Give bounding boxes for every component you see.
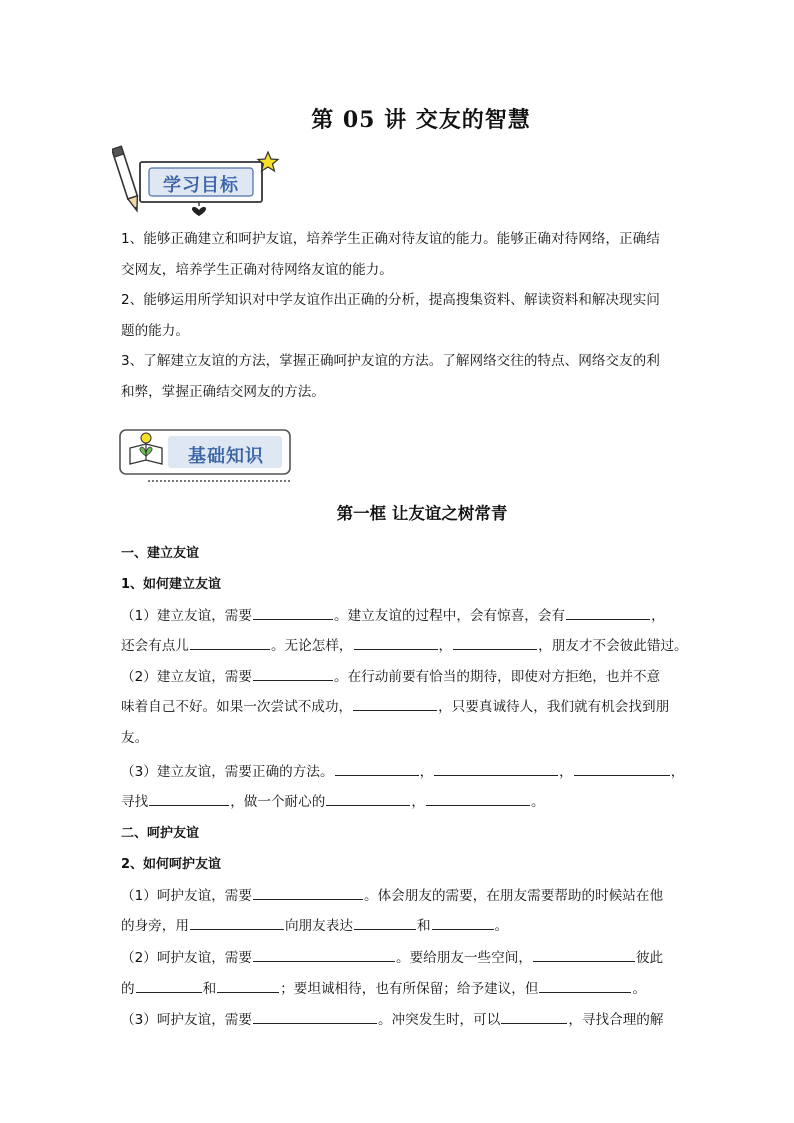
page-title: 第 05 讲 交友的智慧 — [311, 107, 531, 133]
objective-line: 题的能力。 — [121, 322, 189, 339]
objective-line: 3、了解建立友谊的方法，掌握正确呵护友谊的方法。了解网络交往的特点、网络交友的利 — [121, 353, 660, 369]
blank-field[interactable] — [217, 978, 279, 993]
blank-field[interactable] — [354, 915, 416, 930]
blank-field[interactable] — [253, 885, 363, 900]
part1-subheading: 1、如何建立友谊 — [121, 577, 222, 592]
blank-field[interactable] — [453, 635, 537, 650]
objectives-badge — [112, 140, 282, 218]
fill-line: 友。 — [121, 730, 149, 746]
fill-line: 还会有点儿 。无论怎样， ， ，朋友才不会彼此错过。 — [121, 634, 688, 654]
blank-field[interactable] — [539, 978, 631, 993]
fill-line: （1）呵护友谊，需要 。体会朋友的需要，在朋友需要帮助的时候站在他 — [121, 884, 663, 904]
blank-field[interactable] — [190, 635, 270, 650]
fill-line: 寻找 ，做一个耐心的 ， 。 — [121, 790, 545, 810]
blank-field[interactable] — [432, 915, 494, 930]
objective-line: 和弊，掌握正确结交网友的方法。 — [121, 383, 325, 400]
fill-line: 味着自己不好。如果一次尝试不成功， ，只要真诚待人，我们就有机会找到朋 — [121, 695, 669, 715]
blank-field[interactable] — [533, 947, 635, 962]
objective-line: 2、能够运用所学知识对中学友谊作出正确的分析，提高搜集资料、解读资料和解决现实问 — [121, 292, 660, 308]
blank-field[interactable] — [253, 666, 333, 681]
fill-line: 的身旁，用 向朋友表达 和 。 — [121, 914, 508, 934]
fill-line: （3）建立友谊，需要正确的方法。 ， ， ， — [121, 760, 684, 780]
fill-line: （2）建立友谊，需要 。在行动前要有恰当的期待，即使对方拒绝，也并不意 — [121, 665, 660, 685]
blank-field[interactable] — [354, 635, 438, 650]
blank-field[interactable] — [253, 947, 395, 962]
blank-field[interactable] — [566, 605, 650, 620]
blank-field[interactable] — [335, 761, 419, 776]
basics-badge-label: 基础知识 — [188, 446, 264, 467]
blank-field[interactable] — [434, 761, 558, 776]
fill-line: 的 和 ；要坦诚相待，也有所保留；给予建议，但 。 — [121, 977, 646, 997]
blank-field[interactable] — [253, 605, 333, 620]
objectives-list — [121, 224, 681, 407]
basics-badge — [118, 426, 296, 486]
part2-subheading: 2、如何呵护友谊 — [121, 857, 222, 872]
blank-field[interactable] — [190, 915, 284, 930]
section-title: 第一框 让友谊之树常青 — [336, 504, 508, 523]
fill-line: （1）建立友谊，需要 。建立友谊的过程中，会有惊喜，会有 ， — [121, 604, 665, 624]
fill-line: （2）呵护友谊，需要 。要给朋友一些空间， 彼此 — [121, 946, 663, 966]
blank-field[interactable] — [353, 696, 437, 711]
fill-line: （3）呵护友谊，需要 。冲突发生时，可以 ，寻找合理的解 — [121, 1008, 664, 1028]
part2-heading: 二、呵护友谊 — [121, 826, 200, 841]
objective-line: 1、能够正确建立和呵护友谊，培养学生正确对待友谊的能力。能够正确对待网络，正确结 — [121, 231, 660, 247]
objective-line: 交网友，培养学生正确对待网络友谊的能力。 — [121, 261, 393, 278]
blank-field[interactable] — [326, 791, 410, 806]
blank-field[interactable] — [149, 791, 229, 806]
blank-field[interactable] — [253, 1009, 377, 1024]
objectives-badge-label: 学习目标 — [163, 175, 239, 196]
blank-field[interactable] — [136, 978, 202, 993]
blank-field[interactable] — [574, 761, 670, 776]
part1-heading: 一、建立友谊 — [121, 546, 200, 561]
blank-field[interactable] — [426, 791, 530, 806]
blank-field[interactable] — [501, 1009, 567, 1024]
